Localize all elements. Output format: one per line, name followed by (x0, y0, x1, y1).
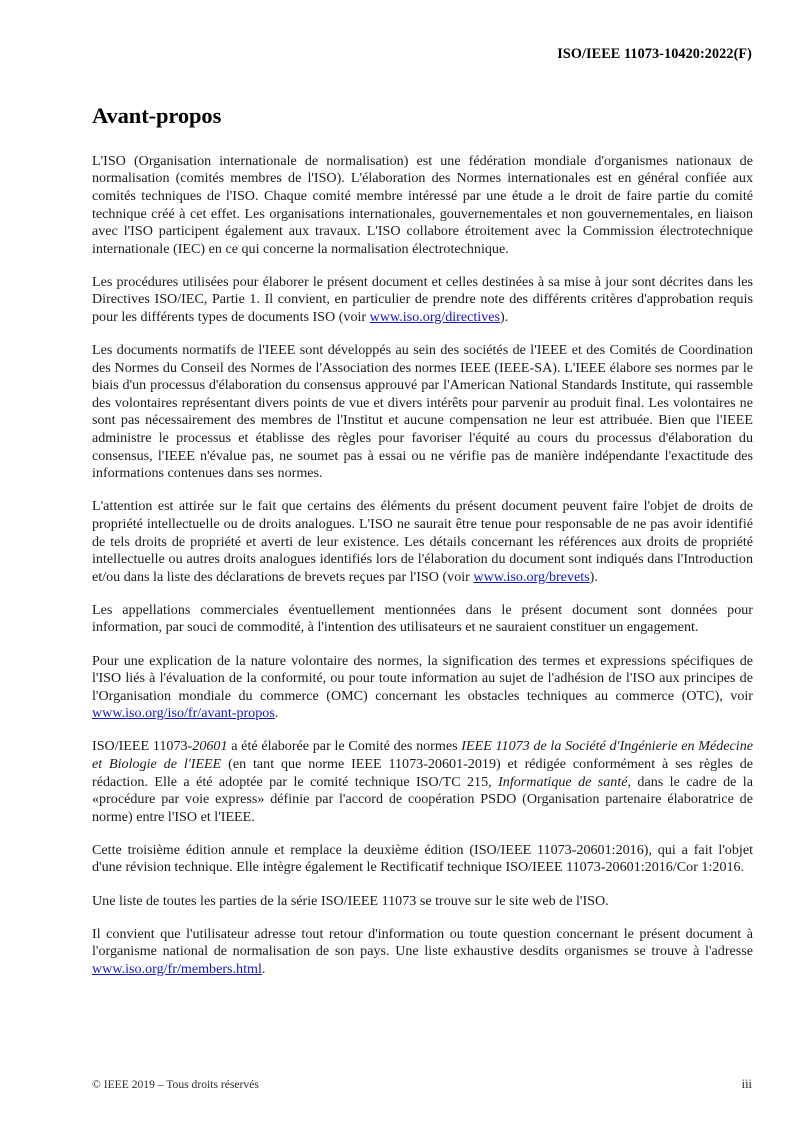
paragraph-text: L'ISO (Organisation internationale de normalisation) est une fédération mondiale d'organismes nationaux de normalisation (comités membres de l'ISO). L'élaboration des Normes internationales est en général confiée aux comités techniques de l'ISO. Chaque comité membre intéressé par une étude a le droit de faire partie du comité technique créé à cet effet. Les organisations internationales, gouvernementales et non gouvernementales, en liaison avec l'ISO participent également aux travaux. L'ISO collabore étroitement avec la Commission électrotechnique internationale (IEC) en ce qui concerne la normalisation électrotechnique. (92, 152, 753, 257)
paragraph-edition-history (92, 842, 753, 877)
document-reference-header: ISO/IEEE 11073-10420:2022(F) (557, 46, 752, 62)
paragraph-text: Les appellations commerciales éventuellement mentionnées dans le présent document sont données pour information, par souci de commodité, à l'intention des utilisateurs et ne sauraient constituer un engagement. (92, 601, 753, 636)
paragraph-text: Il convient que l'utilisateur adresse tout retour d'information ou toute question concernant le présent document à l'organisme national de normalisation de son pays. Une liste exhaustive desdits organismes se trouve à l'adresse (92, 925, 753, 960)
link-iso-members[interactable]: www.iso.org/fr/members.html (92, 960, 262, 977)
paragraph-voluntary-nature (92, 653, 753, 723)
paragraph-text: (en tant que norme IEEE 11073-20601-2019) et rédigée conformément à ses règles de rédaction. Elle a été adoptée par le comité technique ISO/TC 215, (92, 755, 754, 790)
paragraph-text: Une liste de toutes les parties de la série ISO/IEEE 11073 se trouve sur le site web de l'ISO. (92, 892, 609, 909)
paragraph-text: Cette troisième édition annule et remplace la deuxième édition (ISO/IEEE 11073-20601:2016), qui a fait l'objet d'une révision technique. Elle intègre également le Rectificatif technique ISO/IEEE 11073-20601:2016/Cor 1:2016. (92, 841, 753, 876)
link-iso-brevets[interactable]: www.iso.org/brevets (473, 568, 590, 585)
paragraph-patent-rights (92, 498, 753, 586)
link-iso-avant-propos[interactable]: www.iso.org/iso/fr/avant-propos (92, 705, 275, 722)
document-body (92, 104, 753, 978)
paragraph-text-tail: , dans le cadre de la «procédure par voie express» définie par l'accord de coopération PSDO (Organisation partenaire élaboratrice de norme) entre l'ISO et l'IEEE. (92, 773, 753, 825)
paragraph-preparation-committee (92, 738, 753, 826)
paragraph-iso-procedures (92, 274, 753, 327)
page-title: Avant-propos (92, 103, 222, 128)
paragraph-text-tail: ). (500, 309, 509, 325)
link-iso-directives[interactable]: www.iso.org/directives (369, 309, 501, 325)
paragraph-text: a été élaborée par le Comité des normes (227, 738, 462, 755)
paragraph-text: Pour une explication de la nature volontaire des normes, la signification des termes et expressions spécifiques de l'ISO liés à l'évaluation de la conformité, ou pour toute information au sujet de l'adhésion de l'ISO aux principes de l'Organisation mondiale du commerce (OMC) concernant les obstacles techniques au commerce (OTC), voir (92, 652, 753, 704)
footer-page-number: iii (741, 1077, 752, 1091)
page-footer (92, 1077, 752, 1092)
paragraph-text: Les documents normatifs de l'IEEE sont développés au sein des sociétés de l'IEEE et des Comités de Coordination des Normes du Conseil des Normes de l'Association des normes IEEE (IEEE-SA). L'IEEE élabore ses normes par le biais d'un processus d'élaboration du consensus approuvé par l'American National Standards Institute, qui rassemble des volontaires représentant divers points de vue et divers intérêts pour parvenir au produit final. Les volontaires ne sont pas nécessairement des membres de l'Institut et aucune compensation ne leur est attribuée. Bien que l'IEEE administre le processus et établisse des règles pour favoriser l'équité au cours du processus d'élaboration du consensus, l'IEEE n'évalue pas, ne soumet pas à essai ou ne vérifie pas de manière indépendante l'exactitude des informations contenues dans ses normes. (92, 342, 753, 482)
paragraph-text-tail: . (261, 960, 266, 977)
paragraph-text-tail: ). (589, 568, 598, 585)
paragraph-trade-names (92, 602, 753, 637)
paragraph-text-tail: . (274, 705, 279, 722)
italic-standard-number: 20601 (192, 738, 228, 755)
italic-committee-name: IEEE 11073 de la Société d'Ingénierie en Médecine et Biologie de l'IEEE (92, 738, 753, 772)
paragraph-iso-description (92, 153, 753, 259)
paragraph-feedback (92, 926, 753, 979)
paragraph-text: L'attention est attirée sur le fait que certains des éléments du présent document peuvent faire l'objet de droits de propriété intellectuelle ou de droits analogues. L'ISO ne saurait être tenue pour responsable de ne pas avoir identifié de tels droits de propriété et averti de leur existence. Les détails concernant les références aux droits de propriété intellectuelle ou autres droits analogues identifiés lors de l'élaboration du document sont indiqués dans l'Introduction et/ou dans la liste des déclarations de brevets reçues par l'ISO (voir (92, 498, 753, 585)
footer-copyright: © IEEE 2019 – Tous droits réservés (92, 1078, 259, 1091)
paragraph-text: ISO/IEEE 11073- (92, 738, 193, 755)
paragraph-ieee-normative-documents (92, 342, 753, 483)
paragraph-series-list (92, 893, 753, 911)
paragraph-text: Les procédures utilisées pour élaborer le présent document et celles destinées à sa mise à jour sont décrites dans les Directives ISO/IEC, Partie 1. Il convient, en particulier de prendre note des différents critères d'approbation requis pour les différents types de documents ISO (voir (92, 273, 753, 325)
italic-technical-committee-title: Informatique de santé (498, 773, 628, 790)
